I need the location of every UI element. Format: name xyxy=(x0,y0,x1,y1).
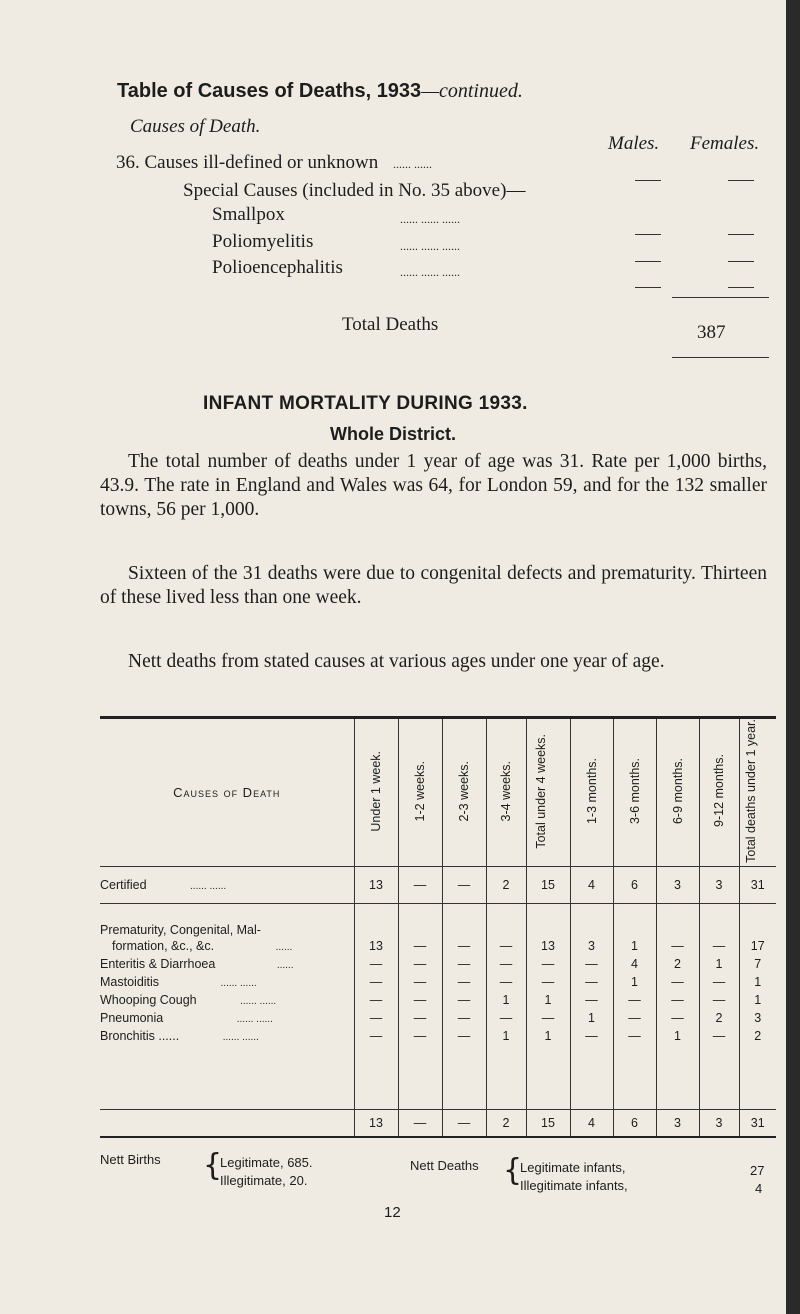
table-cell: — xyxy=(398,955,442,973)
section-subheading: Whole District. xyxy=(330,424,457,444)
row-label: Mastoiditis ...... ...... xyxy=(100,975,257,990)
causes-of-death-header: Causes of Death xyxy=(173,784,281,800)
nett-deaths-label: Nett Deaths xyxy=(410,1158,479,1173)
page-edge xyxy=(786,0,800,1314)
table-row xyxy=(100,937,776,955)
column-header: Total under 4 weeks. xyxy=(526,718,570,867)
total-deaths-label: Total Deaths xyxy=(342,314,439,335)
row-label: formation, &c., &c. ...... xyxy=(112,939,293,954)
table-cell xyxy=(442,903,486,937)
table-cell: 3 xyxy=(699,866,739,903)
table-cell: — xyxy=(613,1027,656,1045)
table-cell: — xyxy=(656,991,699,1009)
column-header: 2-3 weeks. xyxy=(442,718,486,867)
table-cell: 1 xyxy=(570,1009,613,1027)
table-cell: — xyxy=(442,1110,486,1138)
table-spacer-row xyxy=(100,1045,776,1110)
table-row xyxy=(100,955,776,973)
males-column-header: Males. xyxy=(608,133,660,154)
table-cell: 15 xyxy=(526,866,570,903)
table-cell: 13 xyxy=(354,866,398,903)
table-cell: 31 xyxy=(739,866,776,903)
table-cell: — xyxy=(398,973,442,991)
table-cell: 13 xyxy=(354,1110,398,1138)
table-cell: — xyxy=(486,973,526,991)
table-cell: — xyxy=(398,866,442,903)
table-cell: — xyxy=(613,1009,656,1027)
table-cell: — xyxy=(486,955,526,973)
row-label: Enteritis & Diarrhoea ...... xyxy=(100,957,294,972)
dash xyxy=(728,168,754,186)
table-cell: — xyxy=(699,1027,739,1045)
dash xyxy=(635,249,661,267)
row-label xyxy=(100,1110,354,1138)
table-cell: 7 xyxy=(739,955,776,973)
brace-icon: { xyxy=(503,1153,523,1188)
dash xyxy=(635,275,661,293)
table-cell: — xyxy=(398,1009,442,1027)
column-header: 6-9 months. xyxy=(656,718,699,867)
illegitimate-infants-count: 4 xyxy=(755,1181,763,1196)
row-label: Pneumonia ...... ...... xyxy=(100,1011,273,1026)
illegitimate-births: Illegitimate, 20. xyxy=(220,1173,308,1188)
cause-row-polioencephalitis: Polioencephalitis xyxy=(212,257,343,278)
table-cell: 1 xyxy=(526,991,570,1009)
table-cell: 1 xyxy=(613,973,656,991)
table-cell: — xyxy=(354,991,398,1009)
table-cell: — xyxy=(486,937,526,955)
table-header-row xyxy=(100,718,776,867)
table-cell: 1 xyxy=(486,991,526,1009)
page-title: Table of Causes of Deaths, 1933—continued. xyxy=(117,80,523,102)
table-cell: — xyxy=(354,955,398,973)
cause-row-poliomyelitis: Poliomyelitis xyxy=(212,231,314,252)
table-cell: 4 xyxy=(613,955,656,973)
table-row xyxy=(100,1027,776,1045)
column-header: Under 1 week. xyxy=(354,718,398,867)
table-cell: — xyxy=(442,1009,486,1027)
table-cell: — xyxy=(526,973,570,991)
table-cell: 4 xyxy=(570,866,613,903)
table-cell: — xyxy=(613,991,656,1009)
table-cell: 3 xyxy=(656,1110,699,1138)
column-header: 1-3 months. xyxy=(570,718,613,867)
table-cell: — xyxy=(570,1027,613,1045)
column-header: 9-12 months. xyxy=(699,718,739,867)
table-cell: 3 xyxy=(570,937,613,955)
table-cell: 2 xyxy=(699,1009,739,1027)
nett-births-label: Nett Births xyxy=(100,1152,161,1167)
cause-row-ill-defined: 36. Causes ill-defined or unknown ...... ...... xyxy=(116,152,433,173)
row-label: Bronchitis ...... ...... ...... xyxy=(100,1029,259,1044)
table-cell: 1 xyxy=(739,973,776,991)
table-cell xyxy=(613,903,656,937)
table-cell: 13 xyxy=(354,937,398,955)
table-cell: — xyxy=(526,955,570,973)
table-cell: — xyxy=(570,991,613,1009)
paragraph-congenital: Sixteen of the 31 deaths were due to congenital defects and prematurity. Thirteen of these lived less than one week. xyxy=(100,563,767,608)
table-cell: — xyxy=(398,937,442,955)
table-cell: — xyxy=(398,1110,442,1138)
column-header: 3-6 months. xyxy=(613,718,656,867)
table-cell: 1 xyxy=(739,991,776,1009)
leader-dots: ...... ...... ...... xyxy=(400,239,460,253)
table-cell: 4 xyxy=(570,1110,613,1138)
table-cell: 2 xyxy=(656,955,699,973)
table-cell xyxy=(398,903,442,937)
table-cell xyxy=(486,903,526,937)
cause-row-smallpox: Smallpox xyxy=(212,204,285,225)
causes-column-header: Causes of Death. xyxy=(130,116,261,137)
table-cell: — xyxy=(354,1027,398,1045)
table-cell: 13 xyxy=(526,937,570,955)
paragraph-total-deaths: The total number of deaths under 1 year of age was 31. Rate per 1,000 births, 43.9. The rate in England and Wales was 64, for London 59, and for the 132 smaller towns, 56 per 1,000. xyxy=(100,451,767,520)
brace-icon: { xyxy=(203,1148,223,1183)
infant-mortality-table xyxy=(100,716,776,1138)
row-label: Certified ...... ...... xyxy=(100,866,354,903)
cause-row-special: Special Causes (included in No. 35 above)— xyxy=(183,180,526,201)
table-cell: 1 xyxy=(486,1027,526,1045)
table-cell: — xyxy=(486,1009,526,1027)
table-cell: — xyxy=(699,937,739,955)
leader-dots: ...... ...... ...... xyxy=(400,212,460,226)
table-cell: 2 xyxy=(739,1027,776,1045)
dash xyxy=(728,222,754,240)
table-cell: 6 xyxy=(613,866,656,903)
paragraph-nett-deaths: Nett deaths from stated causes at various ages under one year of age. xyxy=(128,651,665,672)
table-row xyxy=(100,991,776,1009)
section-heading: INFANT MORTALITY DURING 1933. xyxy=(203,393,528,414)
column-header: 3-4 weeks. xyxy=(486,718,526,867)
table-cell: 17 xyxy=(739,937,776,955)
table-row-certified xyxy=(100,866,776,903)
legitimate-infants-count: 27 xyxy=(750,1163,765,1178)
illegitimate-infants: Illegitimate infants, xyxy=(520,1178,628,1193)
legitimate-births: Legitimate, 685. xyxy=(220,1155,313,1170)
table-cell: — xyxy=(398,991,442,1009)
table-cell xyxy=(354,903,398,937)
table-cell: 2 xyxy=(486,866,526,903)
table-cell: 1 xyxy=(526,1027,570,1045)
table-row xyxy=(100,903,776,937)
table-cell: — xyxy=(699,991,739,1009)
total-deaths-value: 387 xyxy=(697,322,726,343)
total-rule-top xyxy=(672,297,769,298)
table-cell xyxy=(526,903,570,937)
table-cell: — xyxy=(442,991,486,1009)
table-row xyxy=(100,1009,776,1027)
table-cell: 3 xyxy=(739,1009,776,1027)
table-cell: — xyxy=(656,937,699,955)
table-cell: — xyxy=(442,1027,486,1045)
table-cell: — xyxy=(442,866,486,903)
table-cell: 1 xyxy=(656,1027,699,1045)
table-cell: 3 xyxy=(699,1110,739,1138)
total-rule-bottom xyxy=(672,357,769,358)
table-cell: 2 xyxy=(486,1110,526,1138)
table-cell: 1 xyxy=(613,937,656,955)
table-cell: — xyxy=(699,973,739,991)
table-cell: — xyxy=(526,1009,570,1027)
leader-dots: ...... ...... ...... xyxy=(400,265,460,279)
table-row-totals xyxy=(100,1110,776,1138)
table-cell: — xyxy=(354,973,398,991)
females-column-header: Females. xyxy=(690,133,760,154)
dash xyxy=(635,168,661,186)
table-cell: 31 xyxy=(739,1110,776,1138)
row-label: Whooping Cough ...... ...... xyxy=(100,993,277,1008)
table-cell: — xyxy=(570,955,613,973)
table-cell xyxy=(570,903,613,937)
table-cell: — xyxy=(570,973,613,991)
table-cell: — xyxy=(398,1027,442,1045)
table-cell xyxy=(656,903,699,937)
table-cell xyxy=(739,903,776,937)
table-row xyxy=(100,973,776,991)
table-cell xyxy=(699,903,739,937)
row-label: Prematurity, Congenital, Mal- xyxy=(100,923,261,938)
table-cell: 1 xyxy=(699,955,739,973)
column-header: Total deaths under 1 year. xyxy=(739,718,776,867)
table-cell: — xyxy=(442,955,486,973)
legitimate-infants: Legitimate infants, xyxy=(520,1160,626,1175)
table-cell: 15 xyxy=(526,1110,570,1138)
page-number: 12 xyxy=(384,1204,401,1221)
table-cell: — xyxy=(354,1009,398,1027)
table-cell: 6 xyxy=(613,1110,656,1138)
table-cell: — xyxy=(442,973,486,991)
dash xyxy=(728,249,754,267)
column-header: 1-2 weeks. xyxy=(398,718,442,867)
table-cell: — xyxy=(656,973,699,991)
table-cell: 3 xyxy=(656,866,699,903)
dash xyxy=(728,275,754,293)
dash xyxy=(635,222,661,240)
table-cell: — xyxy=(442,937,486,955)
table-cell: — xyxy=(656,1009,699,1027)
